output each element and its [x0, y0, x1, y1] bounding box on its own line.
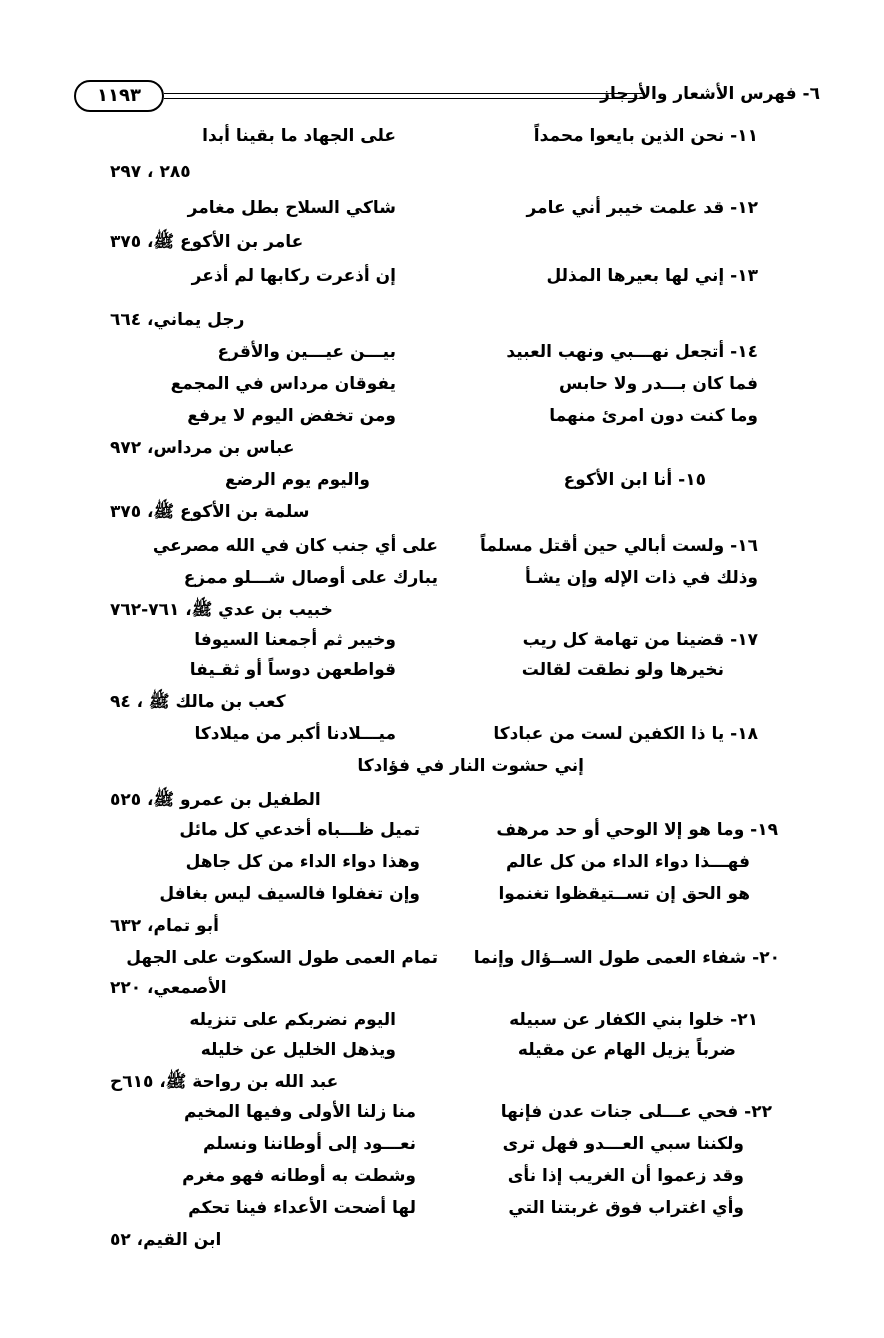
- verse-15-attribution: سلمة بن الأكوع ﷺ، ٣٧٥: [110, 502, 310, 522]
- verse-22-line4-first-hemistich: وأي اغتراب فوق غربتنا التي: [508, 1198, 744, 1218]
- verse-16-attribution: خبيب بن عدي ﷺ، ٧٦١-٧٦٢: [110, 600, 333, 620]
- verse-18-continuation: إني حشوت النار في فؤادكا: [357, 756, 584, 776]
- verse-18-attribution: الطفيل بن عمرو ﷺ، ٥٢٥: [110, 790, 321, 810]
- verse-15-second-hemistich: واليوم يوم الرضع: [225, 470, 370, 490]
- verse-14-line3-second-hemistich: ومن تخفض اليوم لا يرفع: [187, 406, 396, 426]
- verse-21-line2-first-hemistich: ضرباً يزيل الهام عن مقيله: [517, 1040, 736, 1060]
- verse-22-line1-second-hemistich: منا زلنا الأولى وفيها المخيم: [183, 1102, 416, 1122]
- verse-13-first-hemistich: ١٣- إني لها بعيرها المذلل: [546, 266, 758, 286]
- verse-12-second-hemistich: شاكي السلاح بطل مغامر: [187, 198, 396, 218]
- verse-15-first-hemistich: ١٥- أنا ابن الأكوع: [563, 470, 706, 490]
- verse-16-line2-second-hemistich: يبارك على أوصال شـــلو ممزع: [183, 568, 438, 588]
- verse-17-line2-second-hemistich: قواطعهن دوساً أو ثقـيفا: [189, 660, 396, 680]
- verse-19-line1-first-hemistich: ١٩- وما هو إلا الوحي أو حد مرهف: [496, 820, 778, 840]
- page-number-badge: ١١٩٣: [74, 80, 164, 112]
- verse-18-first-hemistich: ١٨- يا ذا الكفين لست من عبادكا: [493, 724, 758, 744]
- verse-12-attribution: عامر بن الأكوع ﷺ، ٣٧٥: [110, 232, 304, 252]
- verse-11-reference: ٢٨٥ ، ٢٩٧: [110, 162, 191, 182]
- verse-21-attribution: عبد الله بن رواحة ﷺ، ٦١٥ح: [110, 1072, 339, 1092]
- verse-20-second-hemistich: تمام العمى طول السكوت على الجهل: [126, 948, 438, 968]
- verse-22-line2-second-hemistich: نعـــود إلى أوطاننا ونسلم: [203, 1134, 416, 1154]
- verse-19-line3-first-hemistich: هو الحق إن تســتيقظوا تغنموا: [498, 884, 750, 904]
- verse-21-line1-second-hemistich: اليوم نضربكم على تنزيله: [189, 1010, 396, 1030]
- verse-14-line1-first-hemistich: ١٤- أتجعل نهـــبي ونهب العبيد: [506, 342, 758, 362]
- verse-17-line1-second-hemistich: وخيبر ثم أجمعنا السيوفا: [194, 630, 396, 650]
- verse-12-first-hemistich: ١٢- قد علمت خيبر أني عامر: [526, 198, 758, 218]
- verse-20-attribution: الأصمعي، ٢٢٠: [110, 978, 227, 998]
- verse-18-second-hemistich: ميـــلادنا أكبر من ميلادكا: [194, 724, 396, 744]
- verse-17-attribution: كعب بن مالك ﷺ ، ٩٤: [110, 692, 286, 712]
- verse-22-line1-first-hemistich: ٢٢- فحي عـــلى جنات عدن فإنها: [500, 1102, 772, 1122]
- verse-22-line3-first-hemistich: وقد زعموا أن الغريب إذا نأى: [507, 1166, 744, 1186]
- header-rule: [164, 93, 645, 99]
- verse-17-line2-first-hemistich: نخيرها ولو نطقت لقالت: [521, 660, 724, 680]
- verse-16-line1-first-hemistich: ١٦- ولست أبالي حين أقتل مسلماً: [480, 536, 758, 556]
- page-header: [74, 80, 820, 116]
- verse-17-line1-first-hemistich: ١٧- قضينا من تهامة كل ريب: [522, 630, 758, 650]
- verse-19-line2-second-hemistich: وهذا دواء الداء من كل جاهل: [185, 852, 420, 872]
- verse-11-first-hemistich: ١١- نحن الذين بايعوا محمداً: [533, 126, 758, 146]
- verse-19-attribution: أبو تمام، ٦٣٢: [110, 916, 219, 936]
- verse-16-line2-first-hemistich: وذلك في ذات الإله وإن يشـأ: [524, 568, 758, 588]
- verse-13-attribution: رجل يماني، ٦٦٤: [110, 310, 245, 330]
- verse-21-line2-second-hemistich: ويذهل الخليل عن خليله: [200, 1040, 396, 1060]
- verse-21-line1-first-hemistich: ٢١- خلوا بني الكفار عن سبيله: [509, 1010, 758, 1030]
- verse-14-attribution: عباس بن مرداس، ٩٧٢: [110, 438, 295, 458]
- verse-22-line3-second-hemistich: وشطت به أوطانه فهو مغرم: [182, 1166, 416, 1186]
- verse-19-line1-second-hemistich: تميل ظـــباه أخدعي كل مائل: [179, 820, 420, 840]
- verse-20-first-hemistich: ٢٠- شفاء العمى طول الســؤال وإنما: [473, 948, 780, 968]
- verse-14-line2-second-hemistich: يفوقان مرداس في المجمع: [170, 374, 396, 394]
- verse-14-line3-first-hemistich: وما كنت دون امرئ منهما: [549, 406, 758, 426]
- verse-11-second-hemistich: على الجهاد ما بقينا أبدا: [202, 126, 396, 146]
- section-title: ٦- فهرس الأشعار والأرجاز: [600, 84, 820, 104]
- verse-16-line1-second-hemistich: على أي جنب كان في الله مصرعي: [152, 536, 438, 556]
- verse-14-line1-second-hemistich: بيـــن عيـــين والأقرع: [217, 342, 396, 362]
- verse-19-line2-first-hemistich: فهـــذا دواء الداء من كل عالم: [506, 852, 750, 872]
- verse-14-line2-first-hemistich: فما كان بـــدر ولا حابس: [558, 374, 758, 394]
- verse-19-line3-second-hemistich: وإن تغفلوا فالسيف ليس بغافل: [159, 884, 420, 904]
- verse-22-line2-first-hemistich: ولكننا سبي العـــدو فهل ترى: [502, 1134, 744, 1154]
- verse-13-second-hemistich: إن أذعرت ركابها لم أذعر: [191, 266, 396, 286]
- verse-22-line4-second-hemistich: لها أضحت الأعداء فينا تحكم: [188, 1198, 416, 1218]
- verse-22-attribution: ابن القيم، ٥٢: [110, 1230, 222, 1250]
